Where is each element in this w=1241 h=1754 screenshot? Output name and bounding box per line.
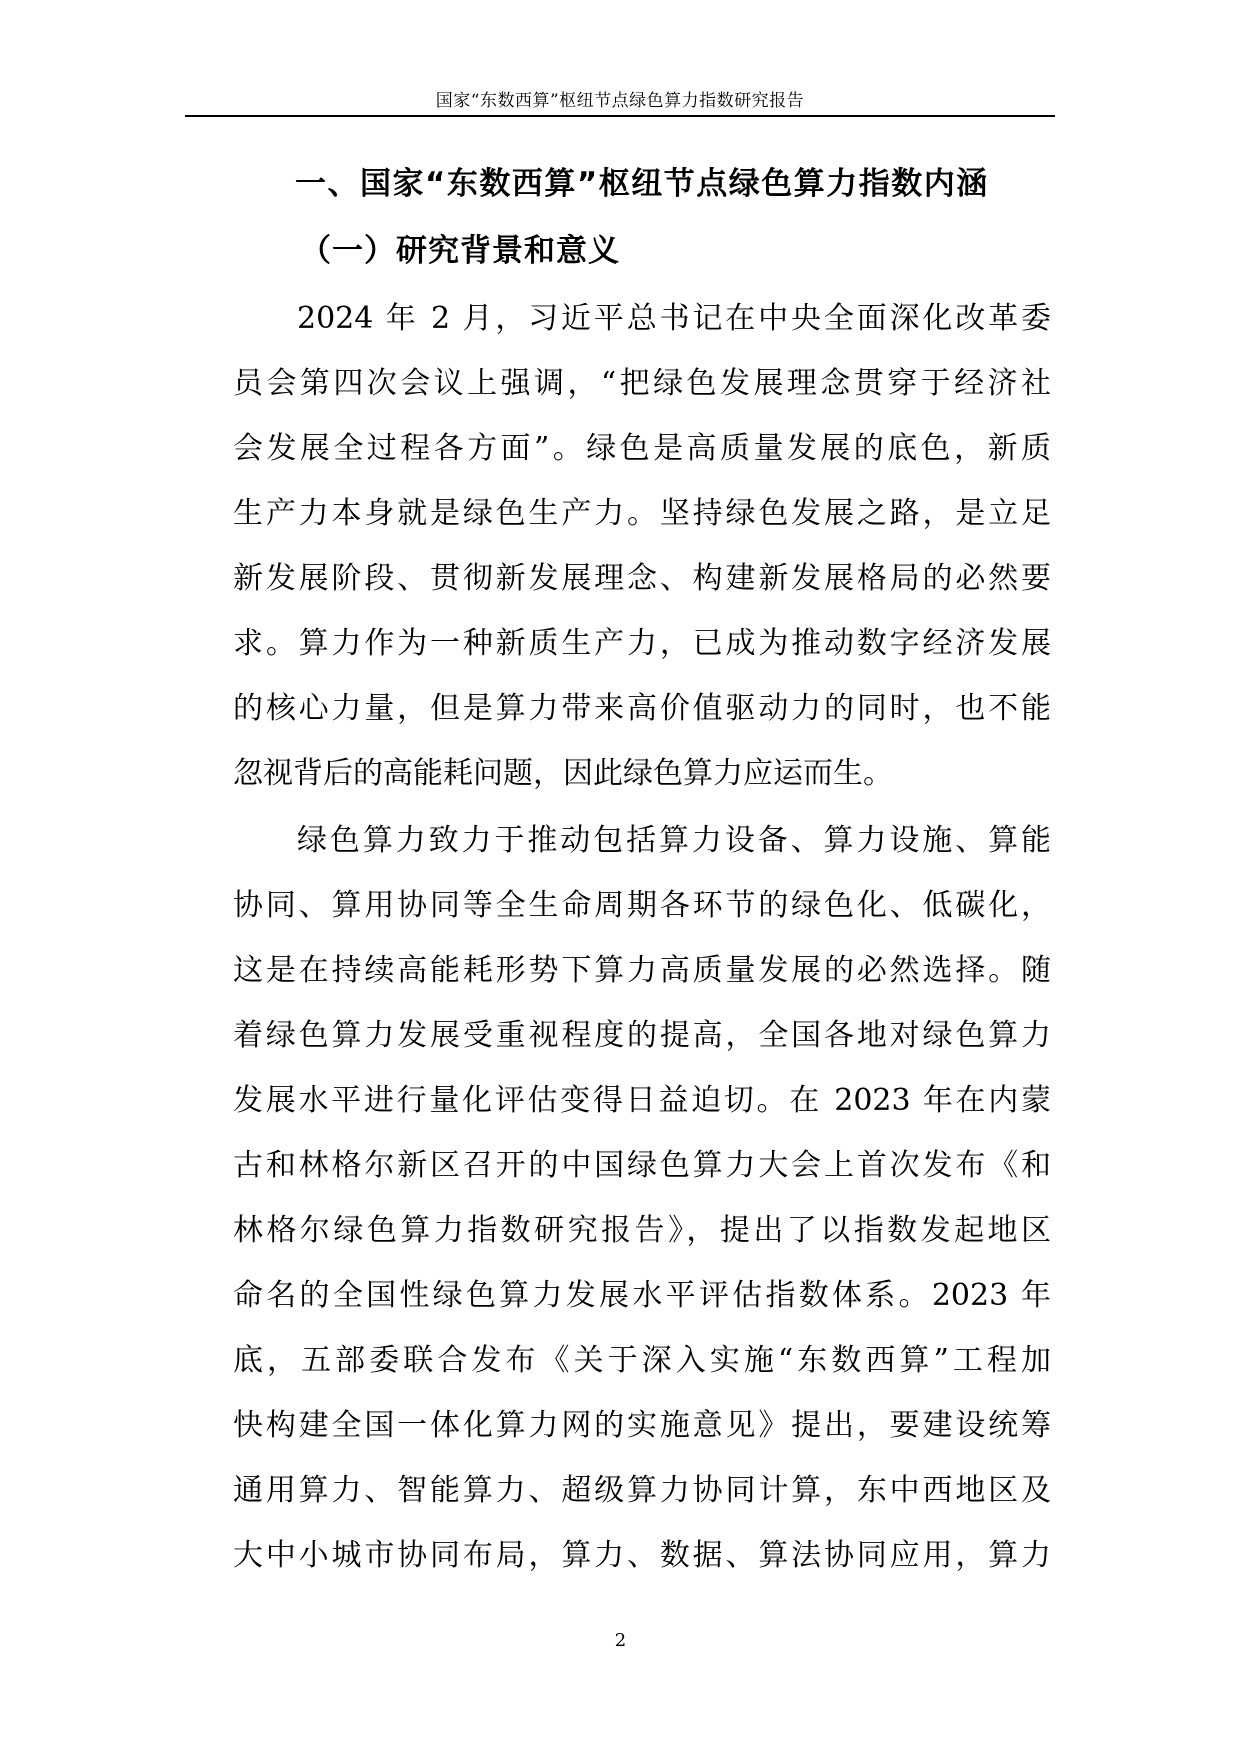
paragraph-line: 2024 年 2 月，习近平总书记在中央全面深化改革委 bbox=[297, 301, 1051, 336]
paragraph-line: 生产力本身就是绿色生产力。坚持绿色发展之路，是立足 bbox=[233, 496, 1051, 531]
header-divider bbox=[185, 115, 1055, 117]
subsection-heading: （一）研究背景和意义 bbox=[300, 233, 620, 269]
paragraph-line: 林格尔绿色算力指数研究报告》，提出了以指数发起地区 bbox=[233, 1213, 1051, 1248]
paragraph-line: 这是在持续高能耗形势下算力高质量发展的必然选择。随 bbox=[233, 953, 1051, 988]
running-header: 国家“东数西算”枢纽节点绿色算力指数研究报告 bbox=[435, 91, 805, 111]
paragraph-line: 古和林格尔新区召开的中国绿色算力大会上首次发布《和 bbox=[233, 1148, 1051, 1183]
paragraph-line: 忽视背后的高能耗问题，因此绿色算力应运而生。 bbox=[233, 756, 893, 791]
paragraph-line: 快构建全国一体化算力网的实施意见》提出，要建设统筹 bbox=[233, 1408, 1051, 1443]
paragraph-line: 着绿色算力发展受重视程度的提高，全国各地对绿色算力 bbox=[233, 1018, 1051, 1053]
paragraph-line: 新发展阶段、贯彻新发展理念、构建新发展格局的必然要 bbox=[233, 561, 1051, 596]
paragraph-line: 发展水平进行量化评估变得日益迫切。在 2023 年在内蒙 bbox=[233, 1083, 1051, 1118]
paragraph-line: 大中小城市协同布局，算力、数据、算法协同应用，算力 bbox=[233, 1538, 1051, 1573]
paragraph-line: 通用算力、智能算力、超级算力协同计算，东中西地区及 bbox=[233, 1473, 1051, 1508]
section-heading: 一、国家“东数西算”枢纽节点绿色算力指数内涵 bbox=[295, 166, 989, 202]
page-number: 2 bbox=[614, 1630, 627, 1651]
paragraph-2 bbox=[233, 808, 1051, 1588]
paragraph-1 bbox=[233, 286, 1051, 806]
paragraph-line: 求。算力作为一种新质生产力，已成为推动数字经济发展 bbox=[233, 626, 1051, 661]
paragraph-line: 会发展全过程各方面”。绿色是高质量发展的底色，新质 bbox=[233, 431, 1051, 466]
paragraph-line: 绿色算力致力于推动包括算力设备、算力设施、算能 bbox=[297, 823, 1051, 858]
paragraph-line: 的核心力量，但是算力带来高价值驱动力的同时，也不能 bbox=[233, 691, 1051, 726]
paragraph-line: 底，五部委联合发布《关于深入实施“东数西算”工程加 bbox=[233, 1343, 1051, 1378]
paragraph-line: 协同、算用协同等全生命周期各环节的绿色化、低碳化， bbox=[233, 888, 1051, 923]
paragraph-line: 命名的全国性绿色算力发展水平评估指数体系。2023 年 bbox=[233, 1278, 1051, 1313]
paragraph-line: 员会第四次会议上强调，“把绿色发展理念贯穿于经济社 bbox=[233, 366, 1051, 401]
